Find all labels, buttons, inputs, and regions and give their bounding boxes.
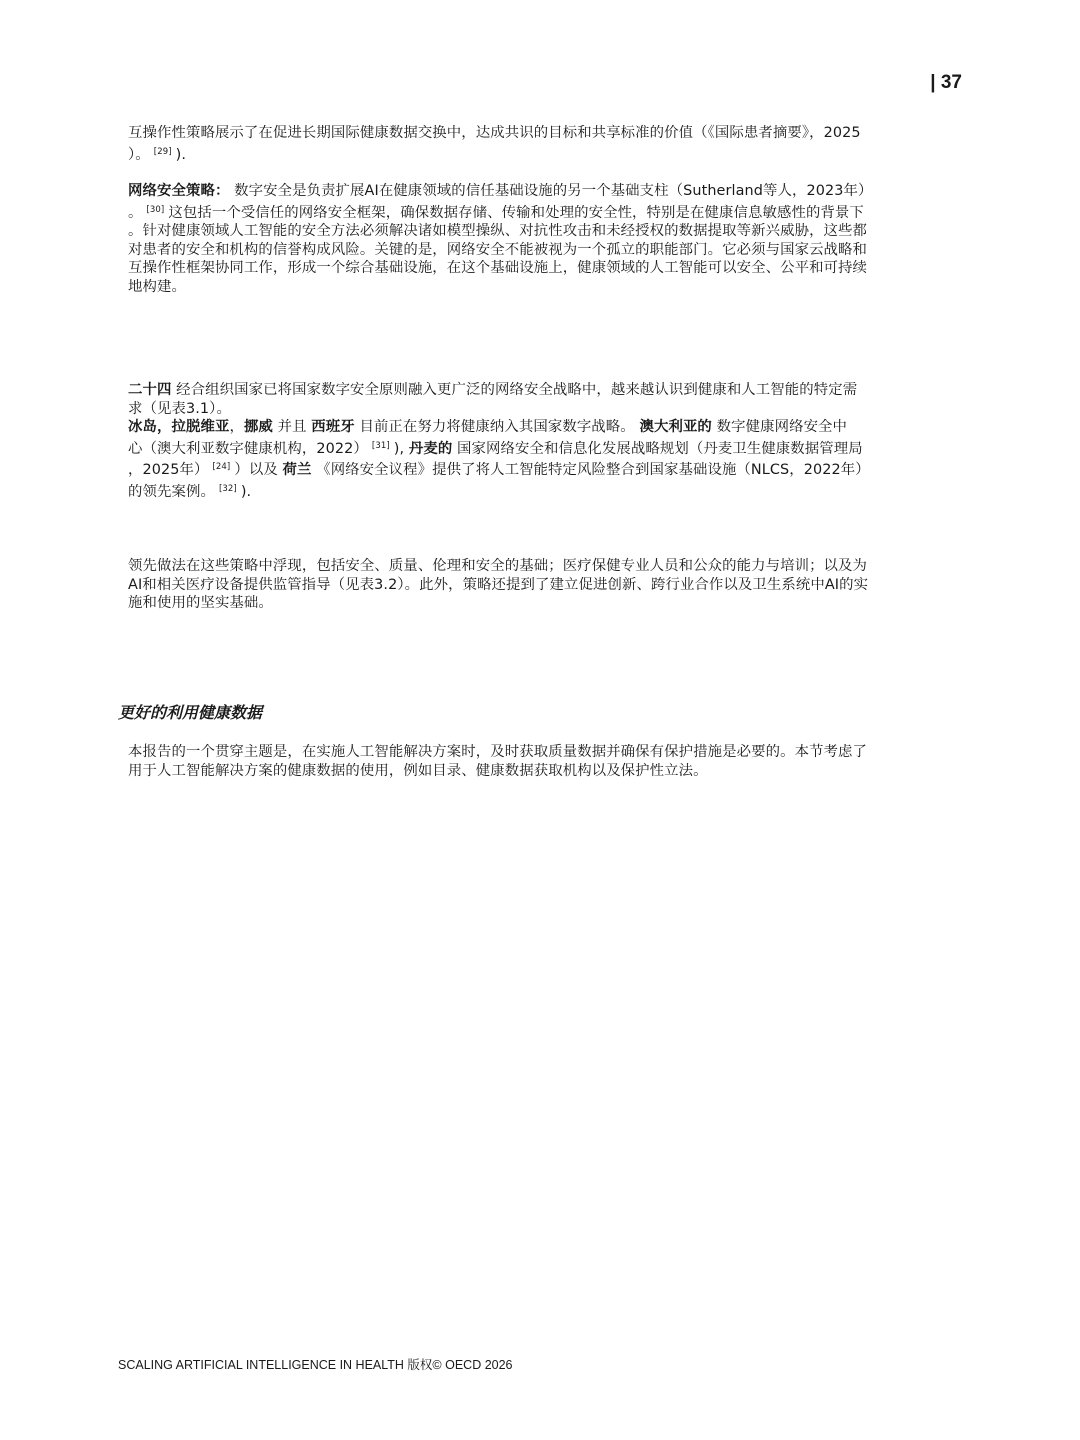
text-line: 互操作性策略展示了在促进长期国际健康数据交换中，达成共识的目标和共享标准的价值（《国际患者摘要》，2025 bbox=[128, 125, 861, 141]
text-line bbox=[128, 182, 962, 201]
text-fragment: 的领先案例。 bbox=[128, 483, 215, 500]
country-netherlands: 荷兰 bbox=[282, 462, 312, 478]
text-fragment: 心（澳大利亚数字健康机构，2022） bbox=[128, 440, 368, 457]
text-fragment: 并且 bbox=[277, 419, 307, 435]
page-number: | 37 bbox=[930, 72, 962, 93]
text-fragment: 数字健康网络安全中 bbox=[716, 419, 848, 435]
text-line bbox=[128, 143, 962, 165]
paragraph-health-data bbox=[128, 743, 962, 780]
paragraph-lead: 二十四 bbox=[128, 382, 172, 398]
text-fragment: ). bbox=[175, 146, 187, 163]
citation-ref[interactable]: [24] bbox=[212, 462, 231, 472]
text-line: 领先做法在这些策略中浮现，包括安全、质量、伦理和安全的基础；医疗保健专业人员和公众的能力与培训；以及为 bbox=[128, 558, 868, 574]
text-line: 求（见表3.1）。 bbox=[128, 400, 231, 417]
text-fragment: 数字安全是负责扩展AI在健康领域的信任基础设施的另一个基础支柱（Sutherland等人，2023年） bbox=[234, 183, 873, 199]
paragraph-lead: 网络安全策略： bbox=[128, 183, 230, 199]
page-footer: SCALING ARTIFICIAL INTELLIGENCE IN HEALTH 版权© OECD 2026 bbox=[118, 1358, 513, 1372]
paragraph-leading-practices bbox=[128, 557, 962, 613]
text-line bbox=[128, 201, 962, 223]
text-line: 对患者的安全和机构的信誉构成风险。关键的是，网络安全不能被视为一个孤立的职能部门。它必须与国家云战略和 bbox=[128, 241, 868, 258]
text-line bbox=[128, 381, 962, 400]
citation-ref[interactable]: [30] bbox=[146, 204, 165, 215]
text-fragment: ）以及 bbox=[234, 462, 278, 478]
country-iceland-latvia: 冰岛，拉脱维亚 bbox=[128, 419, 230, 435]
text-fragment: ， bbox=[229, 419, 244, 435]
text-line: AI和相关医疗设备提供监管指导（见表3.2）。此外，策略还提到了建立促进创新、跨行业合作以及卫生系统中AI的实 bbox=[128, 576, 869, 593]
citation-ref[interactable]: [31] bbox=[371, 440, 390, 451]
text-line bbox=[128, 437, 962, 459]
text-fragment: ）。 bbox=[128, 146, 150, 163]
text-line bbox=[128, 418, 962, 437]
text-line bbox=[128, 458, 962, 480]
section-heading: 更好的利用健康数据 bbox=[118, 703, 263, 722]
text-fragment: 。 bbox=[128, 204, 143, 221]
text-line: 。针对健康领域人工智能的安全方法必须解决诸如模型操纵、对抗性攻击和未经授权的数据提取等新兴威胁，这些都 bbox=[128, 223, 868, 239]
paragraph-oecd-countries bbox=[128, 381, 962, 501]
text-fragment: 这包括一个受信任的网络安全框架，确保数据存储、传输和处理的安全性，特别是在健康信息敏感性的背景下 bbox=[168, 204, 864, 221]
country-denmark: 丹麦的 bbox=[408, 440, 453, 457]
text-line: 本报告的一个贯穿主题是，在实施人工智能解决方案时，及时获取质量数据并确保有保护措施是必要的。本节考虑了 bbox=[128, 744, 868, 760]
text-line bbox=[128, 480, 962, 502]
country-spain: 西班牙 bbox=[311, 419, 355, 435]
text-fragment: ，2025年） bbox=[128, 462, 209, 478]
citation-ref[interactable]: [29] bbox=[153, 146, 172, 157]
text-line: 互操作性框架协同工作，形成一个综合基础设施，在这个基础设施上，健康领域的人工智能可以安全、公平和可持续 bbox=[128, 260, 868, 276]
text-fragment: 国家网络安全和信息化发展战略规划（丹麦卫生健康数据管理局 bbox=[457, 440, 863, 457]
citation-ref[interactable]: [32] bbox=[218, 483, 237, 494]
text-fragment: 经合组织国家已将国家数字安全原则融入更广泛的网络安全战略中，越来越认识到健康和人工智能的特定需 bbox=[176, 382, 858, 398]
country-australia: 澳大利亚的 bbox=[639, 419, 712, 435]
text-fragment: 《网络安全议程》提供了将人工智能特定风险整合到国家基础设施（NLCS，2022年） bbox=[316, 462, 870, 478]
text-line: 施和使用的坚实基础。 bbox=[128, 595, 273, 611]
text-fragment: 目前正在努力将健康纳入其国家数字战略。 bbox=[359, 419, 635, 435]
text-line: 用于人工智能解决方案的健康数据的使用，例如目录、健康数据获取机构以及保护性立法。 bbox=[128, 762, 708, 779]
paragraph-cybersecurity bbox=[128, 182, 962, 296]
country-norway: 挪威 bbox=[243, 419, 273, 435]
text-fragment: ), bbox=[393, 440, 405, 457]
text-fragment: ). bbox=[240, 483, 252, 500]
paragraph-interoperability bbox=[128, 124, 962, 164]
text-line: 地构建。 bbox=[128, 278, 186, 295]
